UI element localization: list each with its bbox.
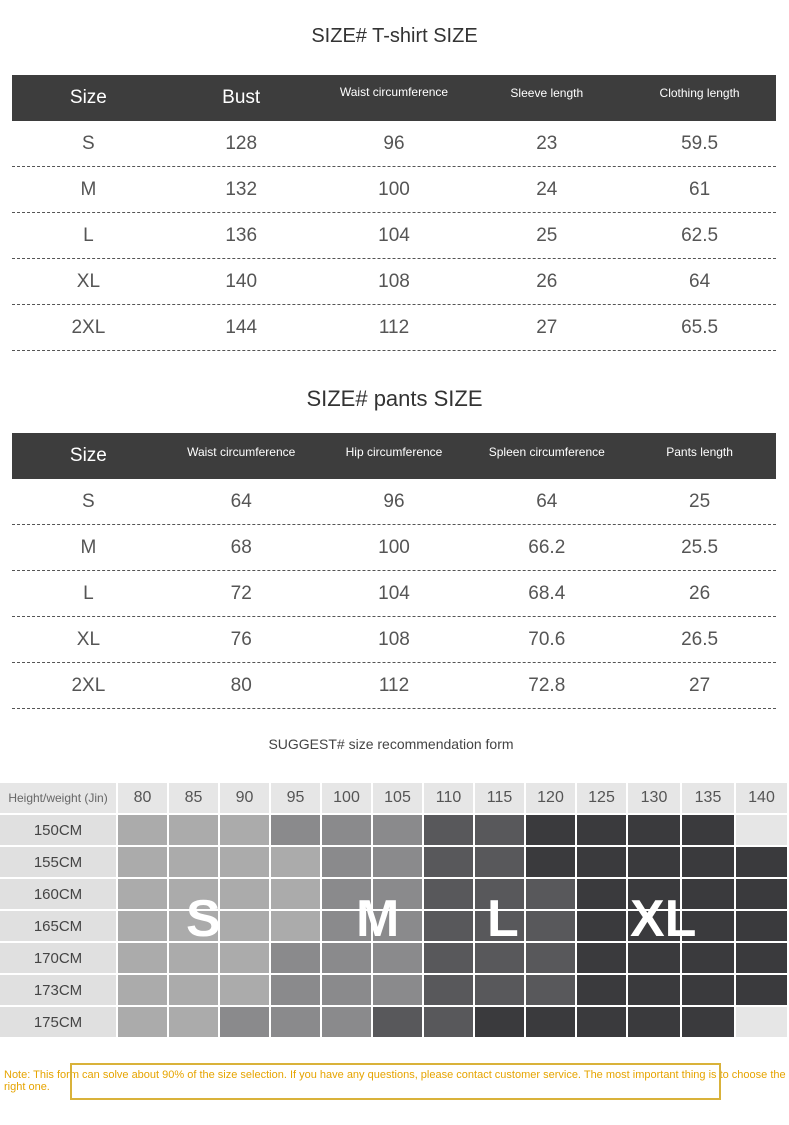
header-waist-circumference: Waist circumference <box>339 85 449 99</box>
size-cell-s <box>118 943 169 975</box>
size-cell-m <box>220 1007 271 1039</box>
size-cell-l <box>424 943 475 975</box>
table-cell: 100 <box>378 178 410 200</box>
size-cell-empty <box>736 815 789 847</box>
table-row <box>12 571 776 617</box>
size-letter-m: M <box>356 890 400 948</box>
weight-header: 100 <box>322 783 373 815</box>
weight-header: 130 <box>628 783 682 815</box>
size-cell-xl <box>577 1007 628 1039</box>
weight-header: 135 <box>682 783 736 815</box>
size-cell-m <box>322 1007 373 1039</box>
size-cell-s <box>220 879 271 911</box>
size-cell-s <box>118 975 169 1007</box>
table-row <box>12 121 776 167</box>
size-cell-m <box>271 815 322 847</box>
table-cell: 132 <box>225 178 258 200</box>
table-cell: 136 <box>225 224 258 246</box>
weight-header: 80 <box>118 783 169 815</box>
table-row <box>12 617 776 663</box>
tshirt-size-title: SIZE# T-shirt SIZE <box>311 25 478 47</box>
header-pants-length: Pants length <box>666 445 733 459</box>
size-cell-l <box>424 879 475 911</box>
size-letter-l: L <box>487 890 519 948</box>
table-cell: 104 <box>378 582 410 604</box>
table-cell: XL <box>76 270 101 292</box>
size-cell-l <box>373 1007 424 1039</box>
size-cell-xl <box>736 879 789 911</box>
weight-header: 95 <box>271 783 322 815</box>
size-cell-xl <box>526 1007 577 1039</box>
size-cell-l <box>424 911 475 943</box>
size-cell-xl <box>628 975 682 1007</box>
weight-header: 90 <box>220 783 271 815</box>
height-label: 165CM <box>0 911 118 943</box>
table-cell: 61 <box>689 178 711 200</box>
header-hip-circumference: Hip circumference <box>345 445 443 459</box>
table-cell: 64 <box>230 490 252 512</box>
table-cell: 59.5 <box>681 132 719 154</box>
table-cell: 112 <box>378 674 410 696</box>
size-cell-xl <box>736 847 789 879</box>
size-cell-xl <box>628 1007 682 1039</box>
table-cell: S <box>82 132 95 154</box>
pants-table-header <box>12 433 776 479</box>
tshirt-table-body <box>12 121 776 351</box>
table-cell: 27 <box>536 316 558 338</box>
table-cell: 65.5 <box>681 316 719 338</box>
size-cell-l <box>424 975 475 1007</box>
size-cell-s <box>118 815 169 847</box>
recommendation-title: SUGGEST# size recommendation form <box>268 736 514 752</box>
table-cell: 96 <box>383 132 405 154</box>
size-cell-l <box>526 879 577 911</box>
weight-header: 110 <box>424 783 475 815</box>
table-row <box>12 305 776 351</box>
table-row <box>12 259 776 305</box>
size-cell-xl <box>577 911 628 943</box>
table-cell: 72 <box>230 582 252 604</box>
table-cell: 80 <box>230 674 252 696</box>
size-cell-xl <box>526 847 577 879</box>
size-cell-s <box>169 815 220 847</box>
table-cell: 2XL <box>71 674 106 696</box>
table-cell: 108 <box>378 628 410 650</box>
table-row <box>12 167 776 213</box>
table-cell: 140 <box>225 270 258 292</box>
table-cell: 62.5 <box>681 224 719 246</box>
size-cell-xl <box>736 975 789 1007</box>
table-cell: 26 <box>536 270 558 292</box>
size-cell-l <box>475 815 526 847</box>
size-cell-s <box>118 847 169 879</box>
size-cell-l <box>424 1007 475 1039</box>
table-cell: 66.2 <box>528 536 566 558</box>
table-cell: 112 <box>378 316 410 338</box>
table-cell: L <box>83 582 94 604</box>
table-cell: 25 <box>536 224 558 246</box>
table-cell: 128 <box>225 132 258 154</box>
size-cell-l <box>424 815 475 847</box>
table-row <box>12 479 776 525</box>
table-cell: L <box>83 224 94 246</box>
size-cell-s <box>271 911 322 943</box>
weight-header: 85 <box>169 783 220 815</box>
size-cell-xl <box>736 943 789 975</box>
size-cell-l <box>475 847 526 879</box>
height-label: 155CM <box>0 847 118 879</box>
table-cell: 23 <box>536 132 558 154</box>
table-cell: 108 <box>378 270 410 292</box>
header-bust: Bust <box>222 87 261 108</box>
size-cell-l <box>475 975 526 1007</box>
size-cell-s <box>118 879 169 911</box>
size-cell-empty <box>736 1007 789 1039</box>
table-cell: S <box>82 490 95 512</box>
size-cell-s <box>220 943 271 975</box>
size-cell-xl <box>577 847 628 879</box>
table-cell: 25 <box>689 490 711 512</box>
size-cell-xl <box>682 815 736 847</box>
table-cell: 100 <box>378 536 410 558</box>
size-cell-xl <box>475 1007 526 1039</box>
height-label: 160CM <box>0 879 118 911</box>
table-cell: 64 <box>689 270 711 292</box>
size-cell-xl <box>682 847 736 879</box>
grid-corner-label: Height/weight (Jin) <box>0 783 118 815</box>
size-cell-xl <box>682 1007 736 1039</box>
table-cell: 25.5 <box>681 536 719 558</box>
tshirt-table-header <box>12 75 776 121</box>
table-cell: 68.4 <box>528 582 566 604</box>
table-cell: 96 <box>383 490 405 512</box>
size-cell-l <box>526 943 577 975</box>
size-letter-s: S <box>186 890 221 948</box>
height-label: 175CM <box>0 1007 118 1039</box>
size-cell-m <box>271 943 322 975</box>
weight-header: 140 <box>736 783 789 815</box>
height-label: 170CM <box>0 943 118 975</box>
pants-size-title: SIZE# pants SIZE <box>306 386 483 411</box>
height-label: 150CM <box>0 815 118 847</box>
pants-size-table <box>12 433 776 709</box>
size-letter-xl: XL <box>630 890 697 948</box>
table-cell: 26 <box>689 582 711 604</box>
size-cell-s <box>220 975 271 1007</box>
size-cell-m <box>373 975 424 1007</box>
size-cell-xl <box>628 847 682 879</box>
size-cell-m <box>322 975 373 1007</box>
table-cell: 64 <box>536 490 558 512</box>
size-cell-m <box>322 815 373 847</box>
table-cell: 70.6 <box>528 628 566 650</box>
size-cell-xl <box>736 911 789 943</box>
size-cell-m <box>373 847 424 879</box>
size-cell-s <box>220 911 271 943</box>
header-sleeve-length: Sleeve length <box>510 86 584 100</box>
table-cell: M <box>80 536 97 558</box>
size-cell-xl <box>577 815 628 847</box>
size-cell-xl <box>577 975 628 1007</box>
table-row <box>12 213 776 259</box>
size-cell-xl <box>682 975 736 1007</box>
size-cell-s <box>169 1007 220 1039</box>
table-cell: 2XL <box>71 316 106 338</box>
table-cell: 26.5 <box>681 628 719 650</box>
size-cell-s <box>169 847 220 879</box>
pants-table-body <box>12 479 776 709</box>
header-waist-circumference: Waist circumference <box>187 445 296 459</box>
size-cell-xl <box>577 879 628 911</box>
size-cell-s <box>220 815 271 847</box>
header-size: Size <box>69 87 107 108</box>
weight-header: 120 <box>526 783 577 815</box>
table-cell: 24 <box>536 178 558 200</box>
table-cell: 72.8 <box>528 674 566 696</box>
size-cell-m <box>322 847 373 879</box>
tshirt-size-table <box>12 75 776 351</box>
table-cell: XL <box>76 628 101 650</box>
size-cell-s <box>271 847 322 879</box>
size-cell-s <box>169 975 220 1007</box>
table-row <box>12 525 776 571</box>
size-cell-m <box>271 975 322 1007</box>
weight-header: 115 <box>475 783 526 815</box>
size-cell-s <box>118 1007 169 1039</box>
size-cell-s <box>271 879 322 911</box>
size-cell-xl <box>526 815 577 847</box>
size-note: Note: This form can solve about 90% of the size selection. If you have any questions, please contact customer service. The most important thing is to choose the right one. <box>4 1069 786 1093</box>
note-highlight-box <box>70 1063 721 1100</box>
size-cell-xl <box>577 943 628 975</box>
size-cell-l <box>424 847 475 879</box>
size-cell-s <box>118 911 169 943</box>
height-label: 173CM <box>0 975 118 1007</box>
size-cell-s <box>220 847 271 879</box>
table-cell: 104 <box>378 224 410 246</box>
weight-header: 105 <box>373 783 424 815</box>
size-cell-m <box>373 815 424 847</box>
header-clothing-length: Clothing length <box>659 86 740 100</box>
weight-header: 125 <box>577 783 628 815</box>
size-cell-m <box>271 1007 322 1039</box>
size-cell-l <box>526 975 577 1007</box>
table-cell: M <box>80 178 97 200</box>
table-cell: 27 <box>689 674 711 696</box>
table-row <box>12 663 776 709</box>
size-cell-xl <box>628 815 682 847</box>
header-spleen-circumference: Spleen circumference <box>488 445 605 459</box>
size-cell-l <box>526 911 577 943</box>
table-cell: 68 <box>230 536 252 558</box>
header-size: Size <box>69 445 107 466</box>
table-cell: 144 <box>225 316 258 338</box>
table-cell: 76 <box>230 628 252 650</box>
